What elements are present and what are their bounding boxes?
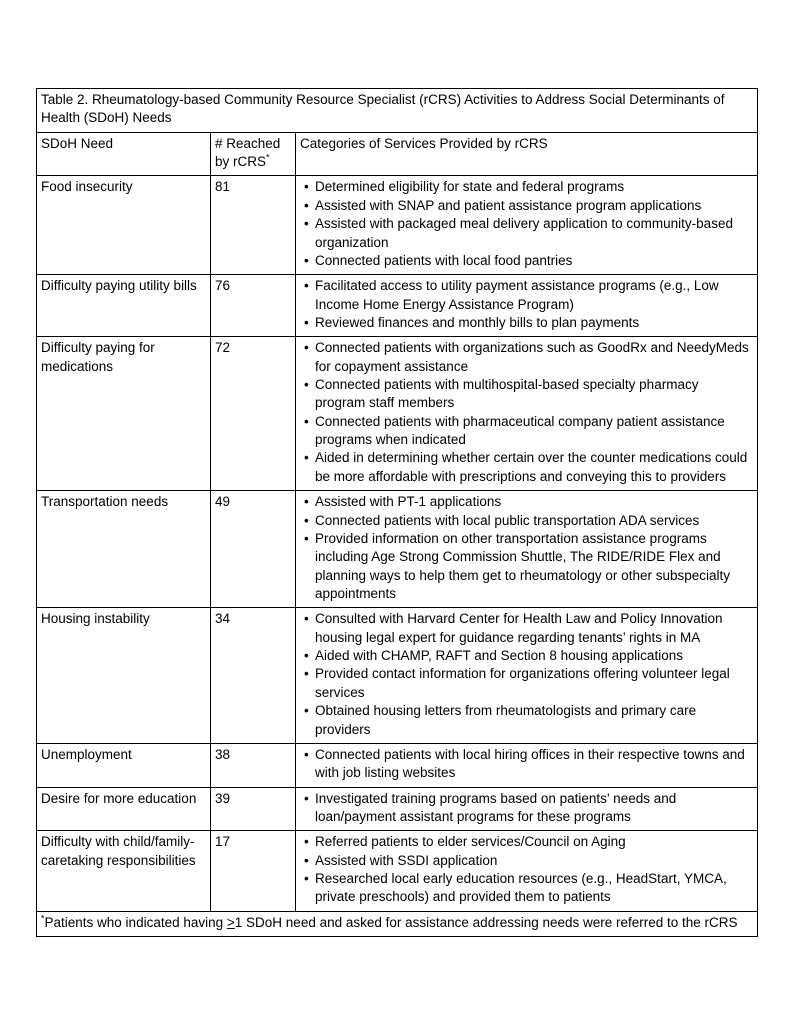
reached-cell-text: 39 <box>215 790 231 806</box>
service-item: • Connected patients with multihospital-based specialty pharmacy program staff members <box>315 376 752 413</box>
service-item: • Assisted with PT-1 applications <box>315 493 752 511</box>
service-item: • Determined eligibility for state and federal programs <box>315 178 752 196</box>
table-footnote <box>37 911 758 936</box>
footnote-text-pre: Patients who indicated having <box>44 914 227 930</box>
services-list <box>300 277 752 332</box>
service-item: • Connected patients with local food pantries <box>315 252 752 270</box>
reached-cell-text: 81 <box>215 179 231 195</box>
services-cell <box>296 337 758 491</box>
services-cell <box>296 176 758 275</box>
service-item: • Assisted with SSDI application <box>315 852 752 870</box>
service-item: • Connected patients with pharmaceutical company patient assistance programs when indicated <box>315 413 752 450</box>
services-cell <box>296 608 758 744</box>
sdoh-activities-table <box>36 88 758 937</box>
service-item: • Reviewed finances and monthly bills to plan payments <box>315 314 752 332</box>
reached-cell-text: 38 <box>215 746 231 762</box>
service-item: • Provided information on other transportation assistance programs including Age Strong Commission Shuttle, The RIDE/RIDE Flex and planning ways to help them get to rheumatology or other subspecialty appointments <box>315 530 752 603</box>
service-item: • Consulted with Harvard Center for Health Law and Policy Innovation housing legal expert for guidance regarding tenants’ rights in MA <box>315 610 752 647</box>
table-row <box>37 275 758 337</box>
reached-cell-text: 76 <box>215 278 231 294</box>
need-cell <box>37 176 211 275</box>
need-cell-text: Difficulty paying for medications <box>41 340 155 374</box>
reached-cell <box>211 176 296 275</box>
service-item: • Aided in determining whether certain over the counter medications could be more affordable with prescriptions and conveying this to providers <box>315 449 752 486</box>
table-title-row <box>37 89 758 133</box>
reached-cell-text: 49 <box>215 494 231 510</box>
need-cell <box>37 491 211 608</box>
reached-cell <box>211 743 296 787</box>
need-cell-text: Food insecurity <box>41 179 133 195</box>
table-row <box>37 743 758 787</box>
reached-cell <box>211 787 296 831</box>
reached-cell <box>211 275 296 337</box>
services-list <box>300 493 752 603</box>
need-cell-text: Difficulty paying utility bills <box>41 278 197 294</box>
services-cell <box>296 491 758 608</box>
service-item: • Connected patients with local public transportation ADA services <box>315 512 752 530</box>
need-cell-text: Unemployment <box>41 746 132 762</box>
column-header-sdoh-need: SDoH Need <box>37 132 211 176</box>
table-row <box>37 491 758 608</box>
table-body <box>37 176 758 911</box>
services-cell <box>296 787 758 831</box>
reached-cell-text: 17 <box>215 834 231 850</box>
services-cell <box>296 743 758 787</box>
services-cell <box>296 275 758 337</box>
table-row <box>37 176 758 275</box>
reached-cell-text: 72 <box>215 340 231 356</box>
service-item: • Facilitated access to utility payment assistance programs (e.g., Low Income Home Energy Assistance Program) <box>315 277 752 314</box>
service-item: • Researched local early education resources (e.g., HeadStart, YMCA, private preschools) and provided them to patients <box>315 870 752 907</box>
service-item: • Connected patients with local hiring offices in their respective towns and with job listing websites <box>315 746 752 783</box>
services-list <box>300 610 752 739</box>
service-item: • Obtained housing letters from rheumatologists and primary care providers <box>315 702 752 739</box>
reached-cell <box>211 491 296 608</box>
column-header-reached-line2: by rCRS <box>215 154 267 170</box>
column-header-reached <box>211 132 296 176</box>
table-footnote-row <box>37 911 758 936</box>
services-cell <box>296 831 758 911</box>
greater-equal-symbol: > <box>226 914 235 930</box>
table-title: Table 2. Rheumatology-based Community Resource Specialist (rCRS) Activities to Address Social Determinants of Health (SDoH) Needs <box>37 89 758 133</box>
need-cell-text: Transportation needs <box>41 494 169 510</box>
reached-footnote-marker: * <box>266 152 270 163</box>
services-list <box>300 746 752 783</box>
need-cell <box>37 608 211 744</box>
need-cell-text: Housing instability <box>41 611 150 627</box>
need-cell <box>37 831 211 911</box>
table-row <box>37 831 758 911</box>
service-item: • Assisted with packaged meal delivery application to community-based organization <box>315 215 752 252</box>
reached-cell-text: 34 <box>215 611 231 627</box>
table-row <box>37 337 758 491</box>
services-list <box>300 339 752 486</box>
reached-cell <box>211 831 296 911</box>
service-item: • Investigated training programs based on patients’ needs and loan/payment assistant programs for these programs <box>315 790 752 827</box>
service-item: • Referred patients to elder services/Council on Aging <box>315 833 752 851</box>
need-cell <box>37 275 211 337</box>
service-item: • Assisted with SNAP and patient assistance program applications <box>315 197 752 215</box>
table-header-row <box>37 132 758 176</box>
column-header-services: Categories of Services Provided by rCRS <box>296 132 758 176</box>
need-cell <box>37 743 211 787</box>
table-row <box>37 787 758 831</box>
need-cell <box>37 787 211 831</box>
services-list <box>300 790 752 827</box>
table-row <box>37 608 758 744</box>
services-list <box>300 833 752 906</box>
reached-cell <box>211 337 296 491</box>
services-list <box>300 178 752 270</box>
service-item: • Provided contact information for organizations offering volunteer legal services <box>315 665 752 702</box>
footnote-text-post: 1 SDoH need and asked for assistance addressing needs were referred to the rCRS <box>234 914 738 930</box>
service-item: • Connected patients with organizations such as GoodRx and NeedyMeds for copayment assistance <box>315 339 752 376</box>
need-cell-text: Difficulty with child/family-caretaking responsibilities <box>41 834 196 868</box>
service-item: • Aided with CHAMP, RAFT and Section 8 housing applications <box>315 647 752 665</box>
reached-cell <box>211 608 296 744</box>
need-cell <box>37 337 211 491</box>
footnote-marker: * <box>41 913 45 924</box>
column-header-reached-line1: # Reached <box>215 135 281 151</box>
need-cell-text: Desire for more education <box>41 790 197 806</box>
